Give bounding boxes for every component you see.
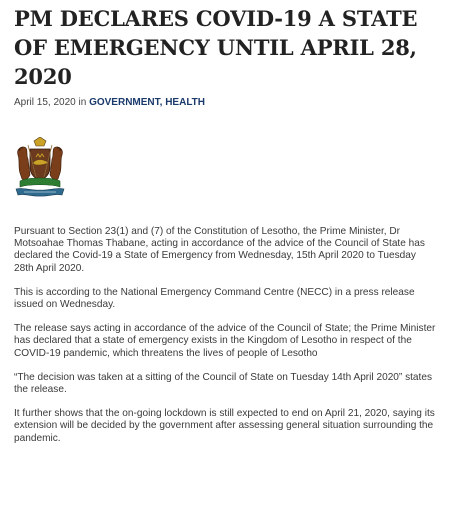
paragraph-1: Pursuant to Section 23(1) and (7) of the Constitution of Lesotho, the Prime Minister, Dr Motsoahae Thomas Thabane, acting in accordance of the advice of the Council of State has declared the Covid-19 a State of Emergency from Wednesday, 15th April 2020 to Tuesday 28th April 2020.: [14, 226, 425, 274]
article-meta: [14, 97, 439, 111]
paragraph-3: The release says acting in accordance of the advice of the Council of State; the Prime Minister has declared that a state of emergency exists in the Kingdom of Lesotho in respect of the COVID-19 pandemic, which threatens the lives of people of Lesotho: [14, 323, 436, 359]
article-title: PM DECLARES COVID-19 A STATE OF EMERGENCY UNTIL APRIL 28, 2020: [14, 6, 418, 89]
category-separator: ,: [159, 97, 163, 108]
in-label: in: [78, 97, 87, 108]
lesotho-coat-of-arms-icon: [14, 137, 66, 205]
paragraph-5: It further shows that the on-going lockdown is still expected to end on April 21, 2020, saying its extension will be decided by the government after assessing general situation surrounding the pandemic.: [14, 408, 435, 444]
article-body: [14, 226, 436, 457]
article-date[interactable]: April 15, 2020: [14, 97, 76, 108]
article: [14, 4, 439, 444]
paragraph-4: “The decision was taken at a sitting of the Council of State on Tuesday 14th April 2020” states the release.: [14, 371, 433, 396]
category-link-government[interactable]: GOVERNMENT: [89, 97, 160, 108]
paragraph-2: This is according to the National Emergency Command Centre (NECC) in a press release issued on Wednesday.: [14, 286, 415, 311]
category-link-health[interactable]: HEALTH: [165, 97, 206, 108]
